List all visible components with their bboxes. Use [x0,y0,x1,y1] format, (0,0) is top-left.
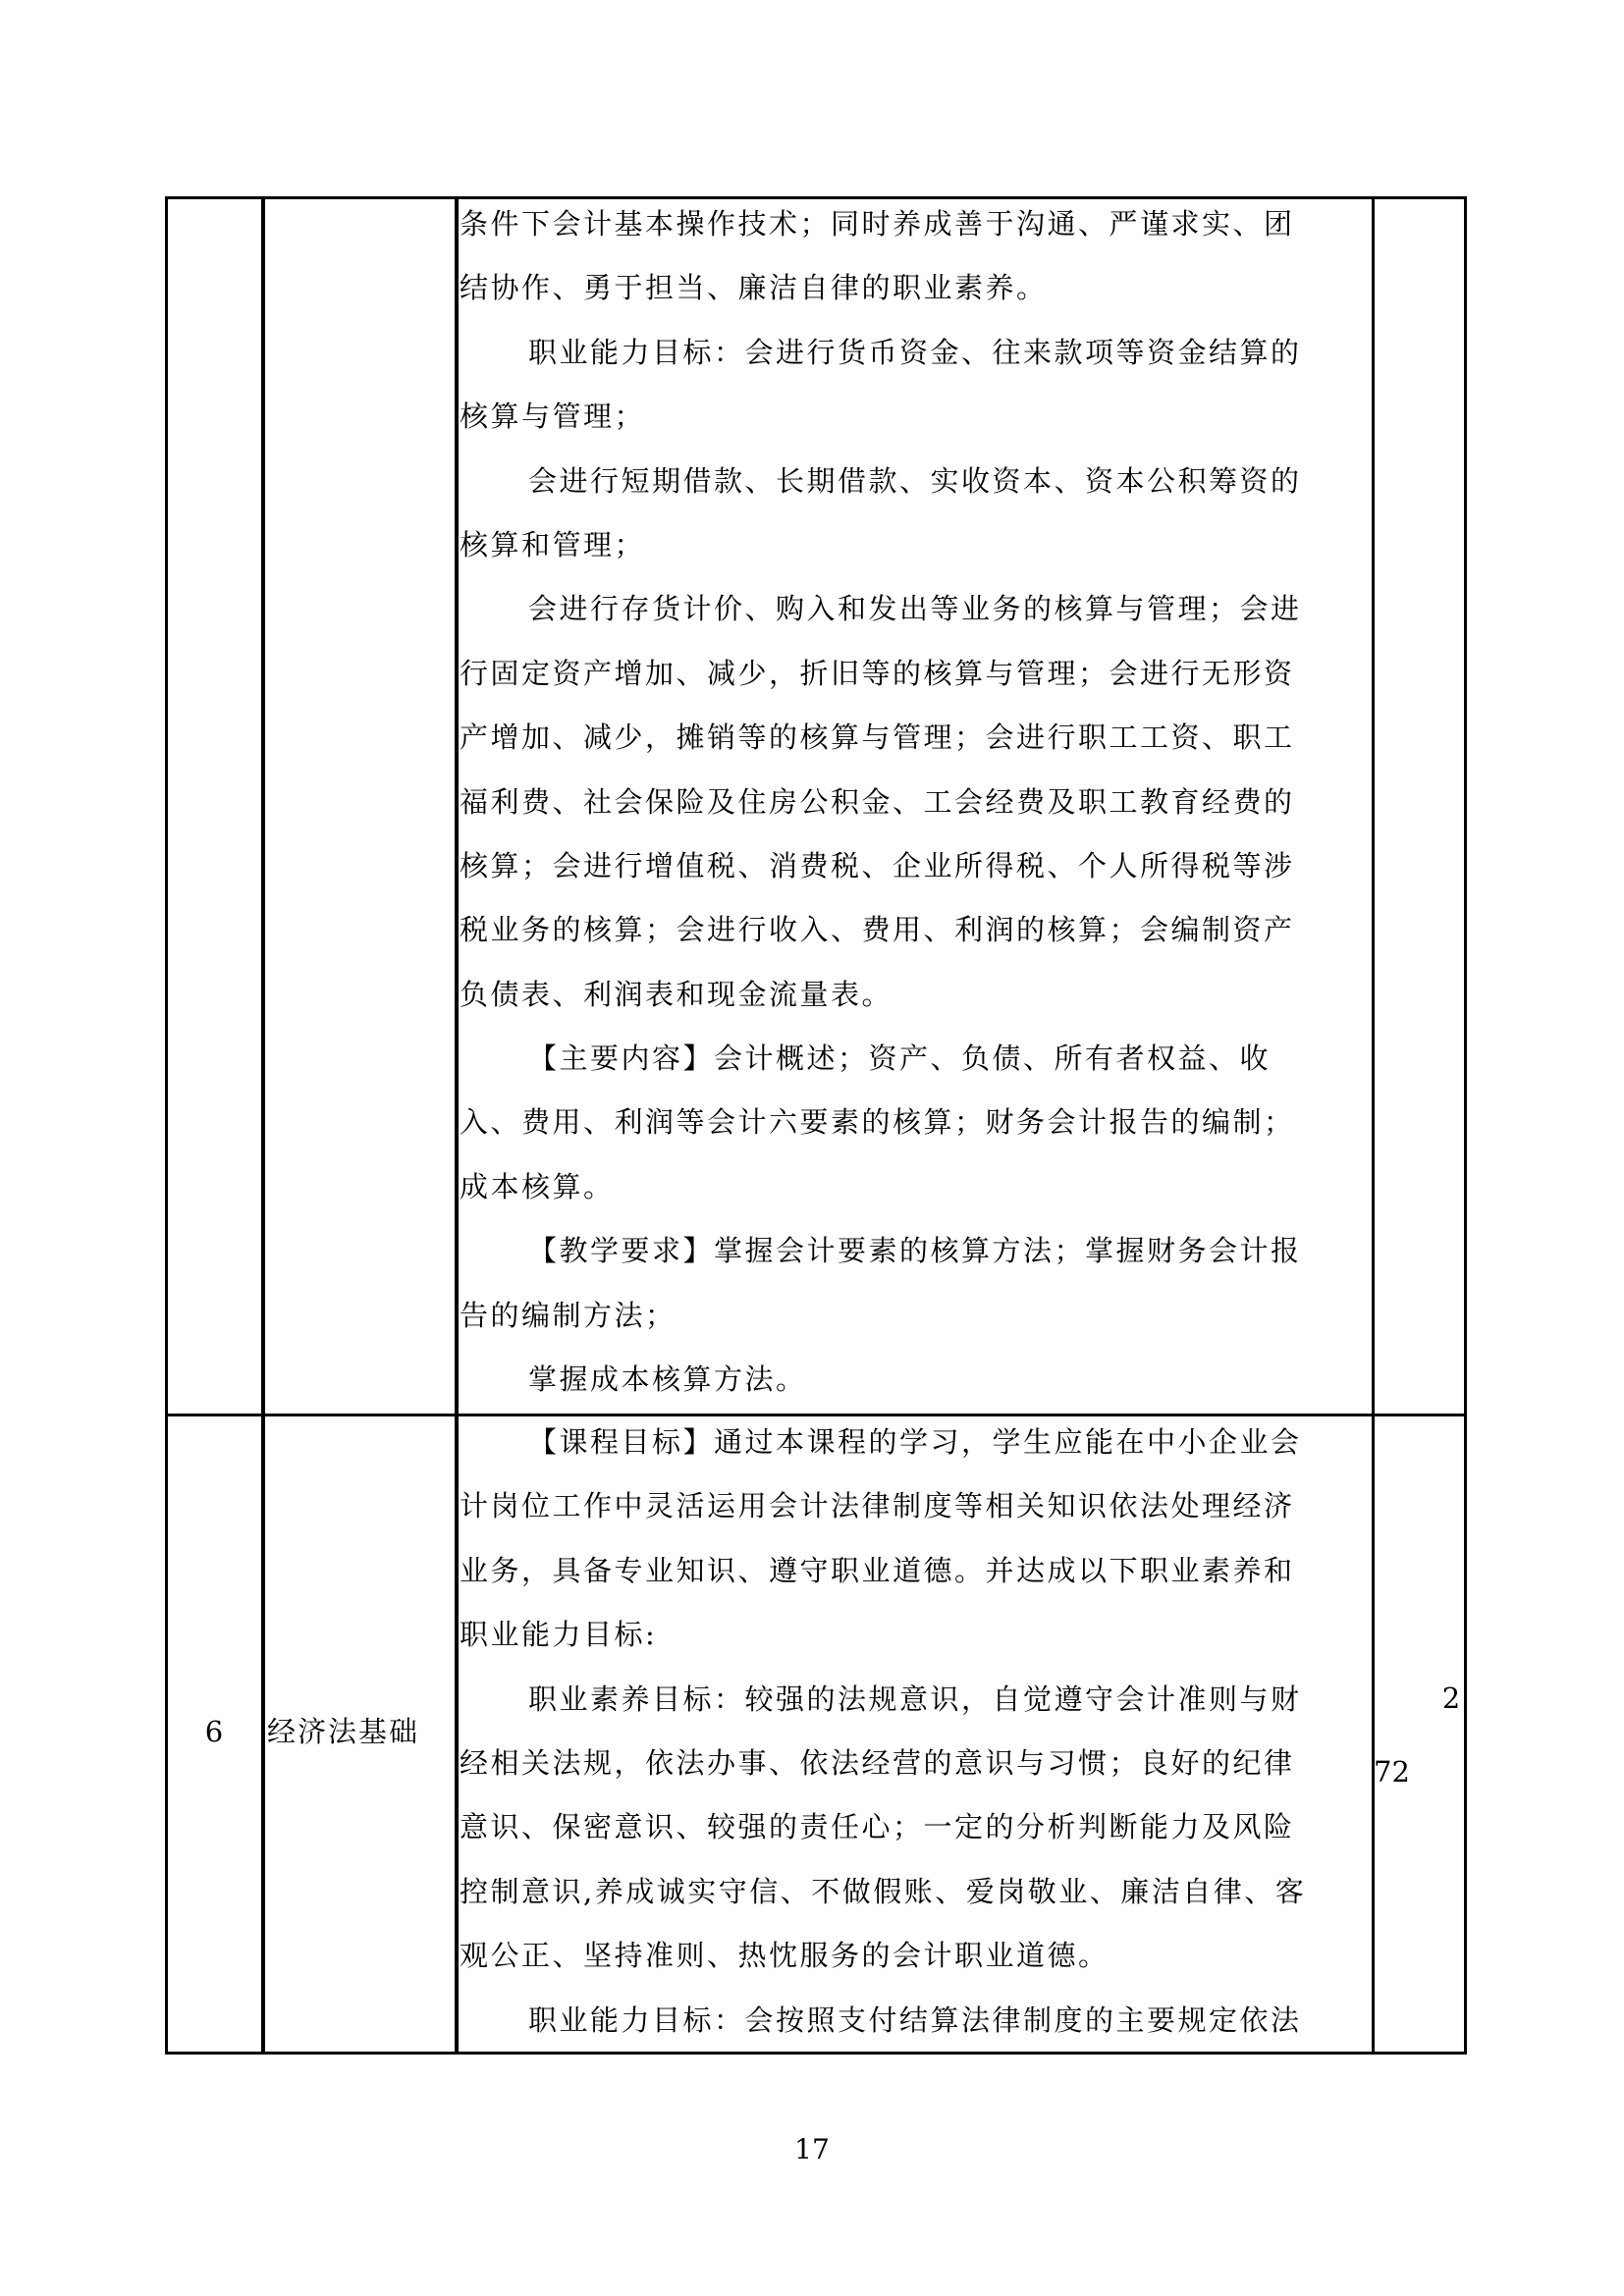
course-index: 6 [204,1715,224,1748]
text-line: 职业能力目标: [460,1618,658,1652]
text-line: 【教学要求】掌握会计要素的核算方法；掌握财务会计报 [528,1234,1302,1268]
course-credits: 2 [1441,1682,1461,1715]
course-hours: 72 [1374,1755,1410,1789]
text-line: 核算和管理； [460,527,646,561]
text-line: 【主要内容】会计概述；资产、负债、所有者权益、收 [528,1041,1272,1076]
text-line: 核算与管理； [460,400,646,434]
text-line: 产增加、减少，摊销等的核算与管理；会进行职工工资、职工 [460,721,1295,755]
text-line: 会进行存货计价、购入和发出等业务的核算与管理；会进 [528,592,1302,626]
text-line: 控制意识,养成诚实守信、不做假账、爱岗敬业、廉洁自律、客 [460,1874,1307,1908]
text-line: 掌握成本核算方法。 [528,1362,807,1397]
text-line: 行固定资产增加、减少，折旧等的核算与管理；会进行无形资 [460,656,1295,690]
text-line: 会进行短期借款、长期借款、实收资本、资本公积筹资的 [528,463,1302,498]
text-line: 经相关法规，依法办事、依法经营的意识与习惯；良好的纪律 [460,1745,1295,1780]
text-line: 【课程目标】通过本课程的学习，学生应能在中小企业会 [528,1425,1302,1459]
table-right-border [1464,196,1467,2055]
page-number: 17 [794,2133,830,2165]
text-line: 告的编制方法； [460,1298,677,1332]
text-line: 福利费、社会保险及住房公积金、工会经费及职工教育经费的 [460,784,1295,819]
text-line: 条件下会计基本操作技术；同时养成善于沟通、严谨求实、团 [460,207,1295,240]
text-line: 职业能力目标：会进行货币资金、往来款项等资金结算的 [528,335,1302,369]
text-line: 职业素养目标：较强的法规意识，自觉遵守会计准则与财 [528,1682,1302,1716]
column-divider-1 [261,196,265,2055]
text-line: 职业能力目标：会按照支付结算法律制度的主要规定依法 [528,2002,1302,2037]
table-left-border [165,196,168,2055]
text-line: 结协作、勇于担当、廉洁自律的职业素养。 [460,271,1048,305]
text-line: 入、费用、利润等会计六要素的核算；财务会计报告的编制； [460,1105,1295,1140]
text-line: 计岗位工作中灵活运用会计法律制度等相关知识依法处理经济 [460,1489,1295,1523]
prev-course-description [460,192,1371,1412]
text-line: 负债表、利润表和现金流量表。 [460,977,893,1011]
text-line: 税业务的核算；会进行收入、费用、利润的核算；会编制资产 [460,913,1295,947]
text-line: 核算；会进行增值税、消费税、企业所得税、个人所得税等涉 [460,848,1295,882]
text-line: 意识、保密意识、较强的责任心；一定的分析判断能力及风险 [460,1810,1295,1844]
course-name: 经济法基础 [267,1715,420,1748]
course-6-description [460,1411,1371,2053]
text-line: 观公正、坚持准则、热忱服务的会计职业道德。 [460,1939,1110,1973]
text-line: 业务，具备专业知识、遵守职业道德。并达成以下职业素养和 [460,1553,1295,1587]
column-divider-2 [455,196,459,2055]
text-line: 成本核算。 [460,1169,615,1203]
